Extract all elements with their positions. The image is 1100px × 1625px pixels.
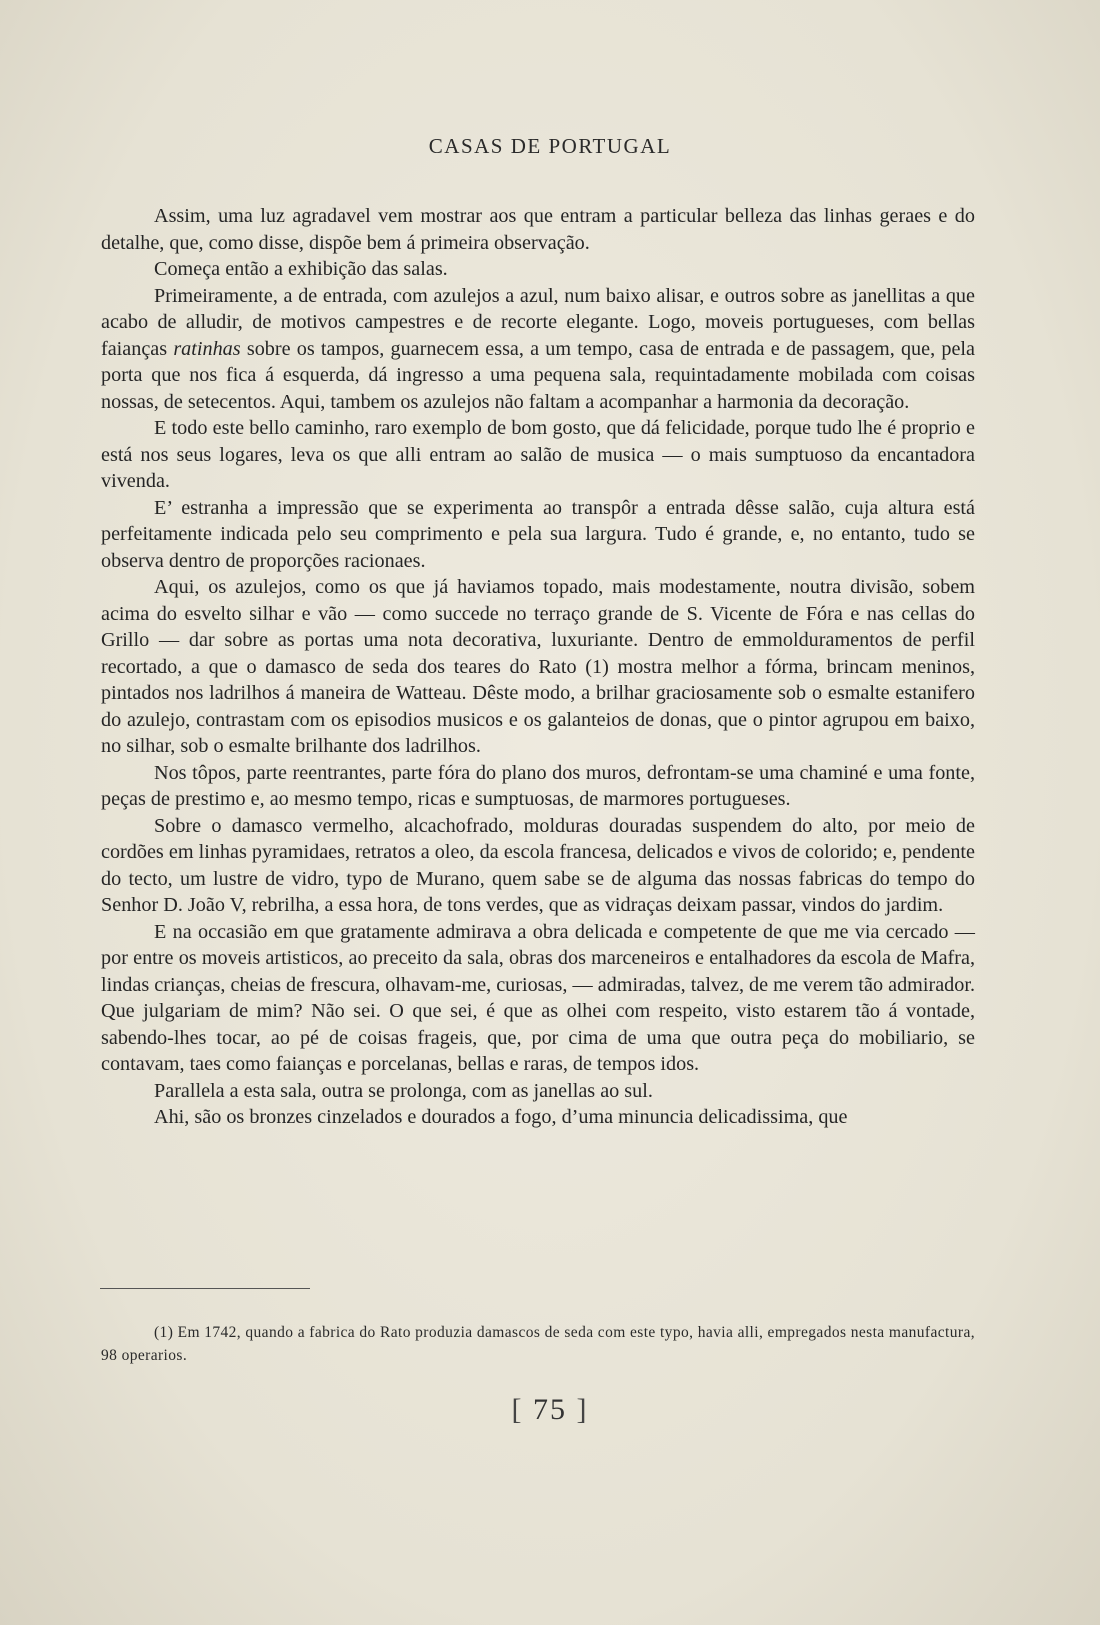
paragraph-7: Nos tôpos, parte reentrantes, parte fóra do plano dos muros, defrontam-se uma chaminé e uma fonte, peças de prestimo e, ao mesmo tempo, ricas e sumptuosas, de marmores portugueses. — [101, 761, 975, 810]
page-number-open-bracket: [ — [511, 1393, 524, 1426]
footnote-text: (1) Em 1742, quando a fabrica do Rato produzia damascos de seda com este typo, havia alli, empregados nesta manufactura, 98 operarios. — [101, 1324, 975, 1364]
footnote — [101, 1321, 975, 1367]
page-number-close-bracket: ] — [576, 1393, 589, 1426]
paragraph-4: E todo este bello caminho, raro exemplo de bom gosto, que dá felicidade, porque tudo lhe é proprio e está nos seus logares, leva os que alli entram ao salão de musica — o mais sumptuoso da encantadora vivenda. — [101, 417, 975, 492]
paragraph-2: Começa então a exhibição das salas. — [154, 258, 448, 280]
paragraph-1: Assim, uma luz agradavel vem mostrar aos que entram a particular belleza das linhas geraes e do detalhe, que, como disse, dispõe bem á primeira observação. — [101, 205, 975, 254]
paragraph-3-part-b: sobre os tampos, guarnecem essa, a um tempo, casa de entrada e de passagem, que, pela porta que nos fica á esquerda, dá ingresso a uma pequena sala, requintadamente mobilada com coisas nossas, de setecentos. Aqui, tambem os azulejos não faltam a acompanhar a harmonia da decoração. — [101, 337, 975, 413]
page-number — [0, 1393, 1100, 1427]
page-number-value: 75 — [533, 1393, 567, 1426]
paragraph-9: E na occasião em que gratamente admirava a obra delicada e competente de que me via cercado — por entre os moveis artisticos, ao preceito da sala, obras dos marceneiros e entalhadores da escola de Mafra, lindas crianças, cheias de frescura, olhavam-me, curiosas, — admiradas, talvez, de me verem tão admirador. Que julgariam de mim? Não sei. O que sei, é que as olhei com respeito, visto estarem tão á vontade, sabendo-lhes tocar, ao pé de coisas frageis, que, por cima de uma que outra peça do mobiliario, se contavam, taes como faianças e porcelanas, bellas e raras, de tempos idos. — [101, 920, 975, 1075]
paragraph-3 — [101, 283, 975, 416]
italic-term: ratinhas — [173, 337, 241, 360]
paragraph-11: Ahi, são os bronzes cinzelados e dourados a fogo, d’uma minuncia delicadissima, que — [154, 1106, 848, 1128]
paragraph-5: E’ estranha a impressão que se experimenta ao transpôr a entrada dêsse salão, cuja altura está perfeitamente indicada pelo seu comprimento e pela sua largura. Tudo é grande, e, no entanto, tudo se observa dentro de proporções racionaes. — [101, 496, 975, 572]
footnote-divider — [100, 1288, 310, 1289]
paragraph-3-part-a: Primeiramente, a de entrada, com azulejos a azul, num baixo alisar, e outros sobre as janellitas a que acabo de alludir, de motivos campestres e de recorte elegante. Logo, moveis portugueses, com bellas faianças — [101, 284, 975, 360]
paragraph-10: Parallela a esta sala, outra se prolonga, com as janellas ao sul. — [154, 1079, 653, 1102]
running-title: CASAS DE PORTUGAL — [428, 134, 672, 158]
paragraph-8: Sobre o damasco vermelho, alcachofrado, molduras douradas suspendem do alto, por meio de cordões em linhas pyramidaes, retratos a oleo, da escola francesa, delicados e vivos de colorido; e, pendente do tecto, um lustre de vidro, typo de Murano, quem sabe se de alguma das nossas fabricas do tempo do Senhor D. João V, rebrilha, a essa hora, de tons verdes, que as vidraças deixam passar, vindos do jardim. — [101, 814, 975, 916]
body-text — [101, 203, 975, 1131]
paragraph-6: Aqui, os azulejos, como os que já haviamos topado, mais modestamente, noutra divisão, sobem acima do esvelto silhar e vão — como succede no terraço grande de S. Vicente de Fóra e nas cellas do Grillo — dar sobre as portas uma nota decorativa, luxuriante. Dentro de emmolduramentos de perfil recortado, a que o damasco de seda dos teares do Rato (1) mostra melhor a fórma, brincam meninos, pintados nos ladrilhos á maneira de Watteau. Dêste modo, a brilhar graciosamente sob o esmalte estanifero do azulejo, contrastam com os episodios musicos e os galanteios de donas, que o pintor agrupou em baixo, no silhar, sob o esmalte brilhante dos ladrilhos. — [101, 576, 975, 757]
